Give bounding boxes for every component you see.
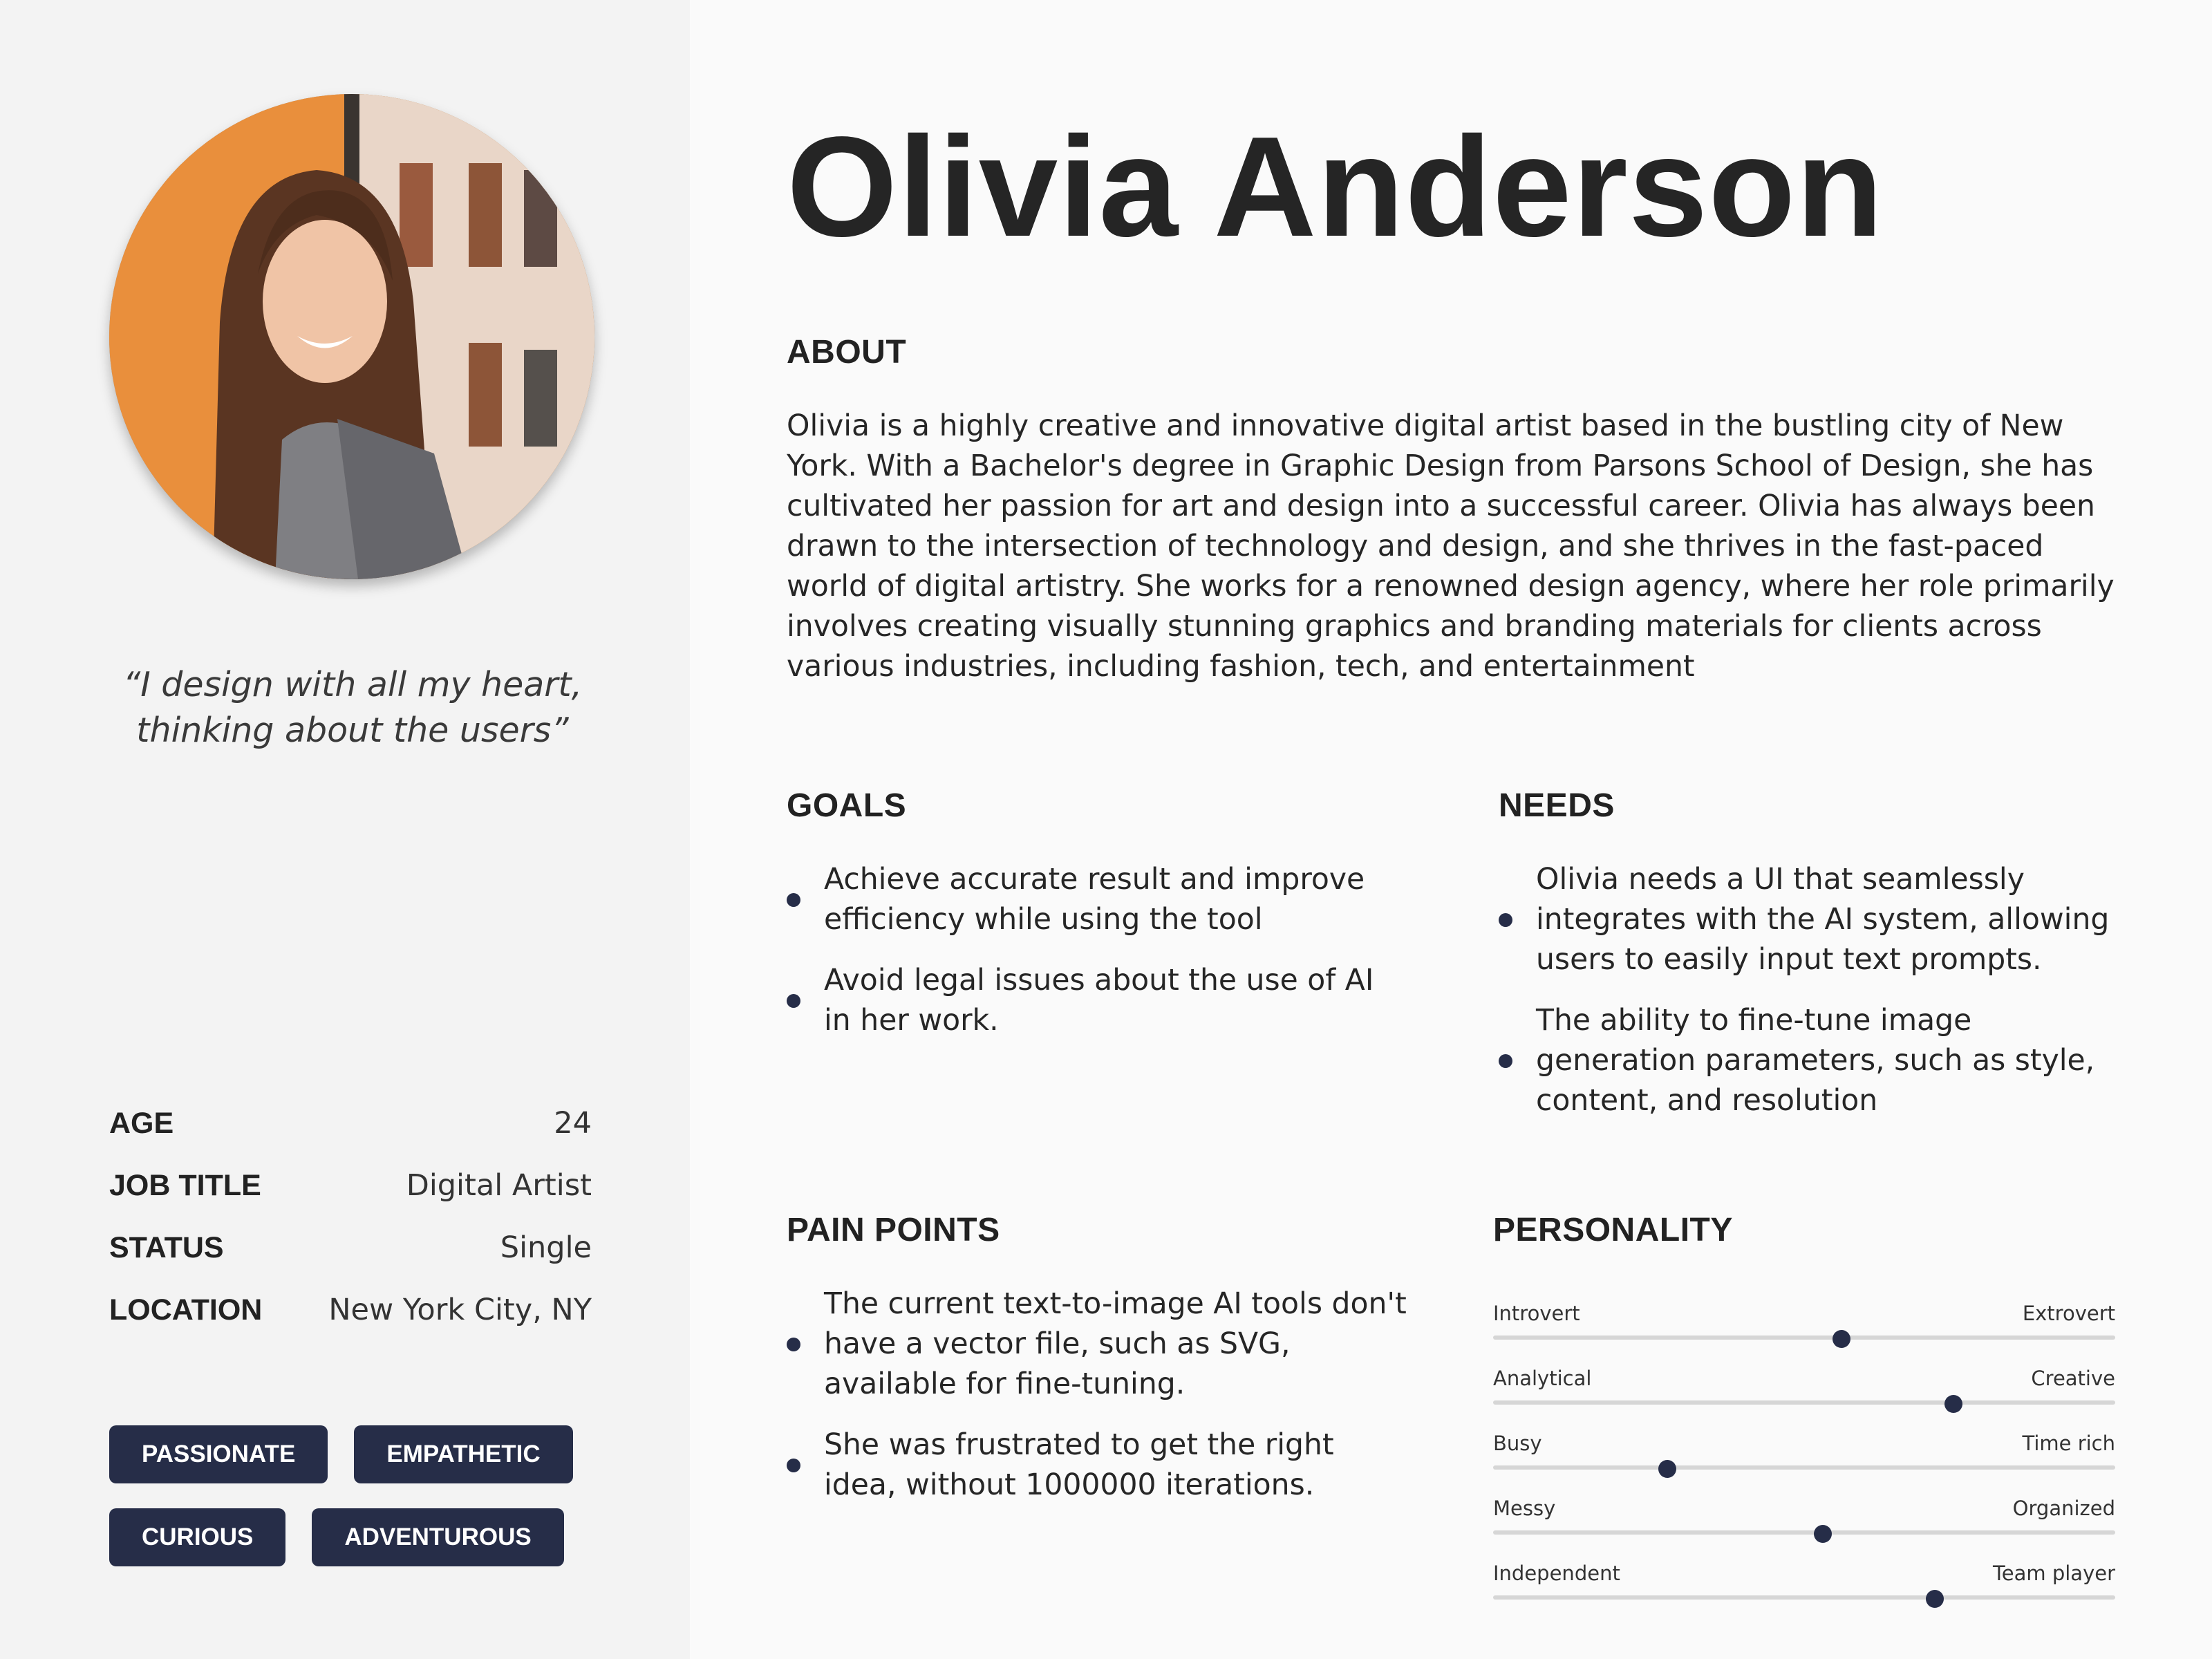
list-item: She was frustrated to get the right idea, without 1000000 iterations.: [787, 1425, 1409, 1506]
trait-independent-team-player: [1493, 1559, 2115, 1624]
pain-points-heading: PAIN POINTS: [787, 1212, 1000, 1248]
trait-track: [1493, 1400, 2115, 1405]
trait-track: [1493, 1335, 2115, 1340]
trait-left-label: Introvert: [1493, 1302, 1580, 1325]
list-item: Avoid legal issues about the use of AI in her work.: [787, 961, 1409, 1041]
personality-heading: PERSONALITY: [1493, 1212, 1733, 1248]
tag-adventurous: ADVENTUROUS: [312, 1508, 563, 1566]
demographics-list: [109, 1106, 592, 1355]
trait-messy-organized: [1493, 1494, 2115, 1559]
trait-left-label: Analytical: [1493, 1367, 1592, 1390]
trait-right-label: Extrovert: [2022, 1302, 2115, 1325]
persona-name: Olivia Anderson: [787, 107, 1884, 266]
fact-label: STATUS: [109, 1231, 224, 1264]
trait-busy-time-rich: [1493, 1430, 2115, 1494]
trait-analytical-creative: [1493, 1365, 2115, 1430]
personality-sliders: [1493, 1300, 2115, 1624]
trait-right-label: Time rich: [2022, 1432, 2115, 1455]
fact-label: JOB TITLE: [109, 1169, 261, 1202]
trait-left-label: Messy: [1493, 1497, 1556, 1520]
fact-value: Digital Artist: [406, 1168, 592, 1203]
trait-track: [1493, 1530, 2115, 1535]
trait-track: [1493, 1595, 2115, 1600]
trait-introvert-extrovert: [1493, 1300, 2115, 1365]
trait-knob: [1658, 1460, 1676, 1478]
list-item: Achieve accurate result and improve efficiency while using the tool: [787, 860, 1409, 940]
fact-value: New York City, NY: [328, 1293, 592, 1327]
tag-passionate: PASSIONATE: [109, 1425, 328, 1483]
pain-points-list: [787, 1284, 1409, 1526]
about-heading: ABOUT: [787, 334, 907, 371]
list-item: The ability to fine-tune image generation parameters, such as style, content, and resolution: [1499, 1001, 2121, 1121]
list-item: The current text-to-image AI tools don't have a vector file, such as SVG, available for fine-tuning.: [787, 1284, 1409, 1405]
persona-quote: “I design with all my heart, thinking about the users”: [122, 665, 583, 750]
needs-list: [1499, 860, 2121, 1142]
trait-right-label: Team player: [1992, 1562, 2115, 1585]
tag-row: [109, 1508, 621, 1566]
trait-track: [1493, 1465, 2115, 1470]
about-text: Olivia is a highly creative and innovative digital artist based in the bustling city of New York. With a Bachelor's degree in Graphic Design from Parsons School of Design, she has cultivated her passion for art and design into a successful career. Olivia has always been drawn to the intersection of technology and design, and she thrives in the fast-paced world of digital artistry. She works for a renowned design agency, where her role primarily involves creating visually stunning graphics and branding materials for clients across various industries, including fashion, tech, and entertainment: [787, 409, 2115, 684]
profile-sidebar: [0, 0, 690, 1659]
portrait-image: [109, 94, 594, 579]
trait-knob: [1814, 1525, 1832, 1543]
avatar: [109, 94, 594, 579]
trait-right-label: Creative: [2031, 1367, 2115, 1390]
fact-age: [109, 1106, 592, 1168]
fact-label: AGE: [109, 1107, 174, 1140]
trait-knob: [1833, 1330, 1850, 1348]
trait-right-label: Organized: [2012, 1497, 2115, 1520]
fact-job-title: [109, 1168, 592, 1230]
trait-knob: [1926, 1590, 1944, 1608]
fact-status: [109, 1230, 592, 1293]
goals-list: [787, 860, 1409, 1062]
tag-curious: CURIOUS: [109, 1508, 285, 1566]
needs-heading: NEEDS: [1499, 787, 1615, 824]
trait-tags: [109, 1425, 621, 1591]
fact-location: [109, 1293, 592, 1355]
fact-value: 24: [554, 1106, 592, 1141]
tag-empathetic: EMPATHETIC: [354, 1425, 572, 1483]
fact-label: LOCATION: [109, 1293, 263, 1327]
trait-left-label: Independent: [1493, 1562, 1620, 1585]
goals-heading: GOALS: [787, 787, 907, 824]
fact-value: Single: [500, 1230, 592, 1265]
trait-knob: [1944, 1395, 1962, 1413]
list-item: Olivia needs a UI that seamlessly integrates with the AI system, allowing users to easily input text prompts.: [1499, 860, 2121, 980]
tag-row: [109, 1425, 621, 1483]
trait-left-label: Busy: [1493, 1432, 1542, 1455]
